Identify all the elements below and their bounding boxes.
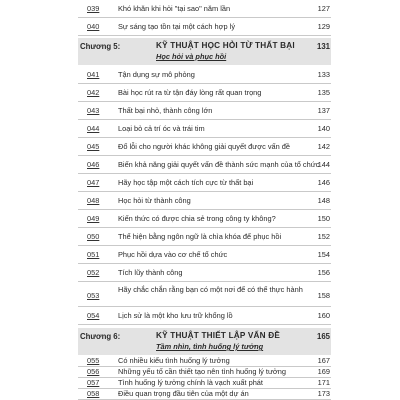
- entry-page: 158: [317, 291, 330, 300]
- chapter-subtitle: Tầm nhìn, tình huống lý tưởng: [156, 342, 264, 351]
- toc-entry[interactable]: [78, 356, 331, 367]
- entry-number: 054: [87, 311, 100, 320]
- toc-entry[interactable]: [78, 228, 331, 246]
- chapter-title: KỸ THUẬT THIẾT LẬP VẤN ĐỀ: [156, 331, 281, 340]
- chapter-title: KỸ THUẬT HỌC HỎI TỪ THẤT BẠI: [156, 41, 295, 50]
- entry-number: 041: [87, 70, 100, 79]
- entry-page: 127: [317, 4, 330, 13]
- entry-title: Tình huống lý tưởng chính là vạch xuất phát: [118, 378, 263, 387]
- entry-page: 152: [317, 232, 330, 241]
- entry-number: 040: [87, 22, 100, 31]
- entry-number: 058: [87, 389, 100, 398]
- toc-entry[interactable]: [78, 102, 331, 120]
- entry-page: 144: [317, 160, 330, 169]
- entry-page: 167: [317, 356, 330, 365]
- entry-page: 154: [317, 250, 330, 259]
- entry-page: 146: [317, 178, 330, 187]
- entry-title: Bài học rút ra từ tận đáy lòng rất quan trọng: [118, 88, 262, 97]
- entry-number: 039: [87, 4, 100, 13]
- entry-page: 156: [317, 268, 330, 277]
- entry-number: 051: [87, 250, 100, 259]
- chapter-label: Chương 5:: [80, 42, 121, 51]
- entry-title: Biến khả năng giải quyết vấn đề thành sức mạnh của tổ chức: [118, 160, 320, 169]
- chapter-header[interactable]: [78, 328, 331, 355]
- toc-entry[interactable]: [78, 192, 331, 210]
- entry-number: 052: [87, 268, 100, 277]
- entry-page: 150: [317, 214, 330, 223]
- entry-title: Kiến thức có được chia sẻ trong công ty không?: [118, 214, 276, 223]
- chapter-label: Chương 6:: [80, 332, 121, 341]
- entry-title: Học hỏi từ thành công: [118, 196, 191, 205]
- chapter-header[interactable]: [78, 38, 331, 65]
- entry-number: 055: [87, 356, 100, 365]
- entry-page: 148: [317, 196, 330, 205]
- toc-entry[interactable]: [78, 120, 331, 138]
- entry-number: 044: [87, 124, 100, 133]
- entry-page: 140: [317, 124, 330, 133]
- entry-number: 043: [87, 106, 100, 115]
- toc-entry[interactable]: [78, 282, 331, 307]
- entry-number: 045: [87, 142, 100, 151]
- toc-entry[interactable]: [78, 18, 331, 36]
- entry-title: Hãy chắc chắn rằng bạn có một nơi để có thể thực hành: [118, 285, 303, 294]
- toc-entry[interactable]: [78, 389, 331, 400]
- entry-number: 046: [87, 160, 100, 169]
- toc-entry[interactable]: [78, 156, 331, 174]
- entry-title: Có nhiều kiểu tình huống lý tưởng: [118, 356, 230, 365]
- entry-page: 129: [317, 22, 330, 31]
- toc-entry[interactable]: [78, 174, 331, 192]
- entry-title: Thất bại nhỏ, thành công lớn: [118, 106, 213, 115]
- entry-title: Tích lũy thành công: [118, 268, 183, 277]
- entry-title: Khó khăn khi hỏi "tại sao" năm lần: [118, 4, 231, 13]
- toc-entry[interactable]: [78, 367, 331, 378]
- toc-entry[interactable]: [78, 210, 331, 228]
- toc-entry[interactable]: [78, 138, 331, 156]
- entry-page: 173: [317, 389, 330, 398]
- entry-number: 042: [87, 88, 100, 97]
- entry-number: 053: [87, 291, 100, 300]
- entry-title: Đổ lỗi cho người khác không giải quyết được vấn đề: [118, 142, 291, 151]
- entry-title: Sự sáng tạo tồn tại một cách hợp lý: [118, 22, 236, 31]
- entry-page: 160: [317, 311, 330, 320]
- entry-title: Phục hồi dựa vào cơ chế tổ chức: [118, 250, 228, 259]
- entry-page: 169: [317, 367, 330, 376]
- chapter-page: 131: [316, 42, 330, 51]
- chapter-subtitle: Học hỏi và phục hồi: [156, 52, 227, 61]
- entry-number: 049: [87, 214, 100, 223]
- entry-number: 048: [87, 196, 100, 205]
- entry-title: Hãy học tập một cách tích cực từ thất bại: [118, 178, 254, 187]
- toc-entry[interactable]: [78, 84, 331, 102]
- chapter-page: 165: [316, 332, 330, 341]
- entry-title: Lịch sử là một kho lưu trữ khổng lồ: [118, 311, 233, 320]
- entry-number: 057: [87, 378, 100, 387]
- entry-page: 135: [317, 88, 330, 97]
- toc-entry[interactable]: [78, 246, 331, 264]
- toc-entry[interactable]: [78, 66, 331, 84]
- toc-entry[interactable]: [78, 307, 331, 325]
- entry-title: Những yếu tố cần thiết tạo nên tình huống lý tưởng: [118, 367, 287, 376]
- entry-page: 137: [317, 106, 330, 115]
- entry-page: 142: [317, 142, 330, 151]
- toc-entry[interactable]: [78, 264, 331, 282]
- entry-title: Tận dụng sự mô phỏng: [118, 70, 195, 79]
- entry-title: Loại bỏ cả trí óc và trái tim: [118, 124, 205, 133]
- entry-number: 056: [87, 367, 100, 376]
- toc-entry[interactable]: [78, 0, 331, 18]
- entry-number: 050: [87, 232, 100, 241]
- entry-page: 171: [317, 378, 330, 387]
- toc-entry[interactable]: [78, 378, 331, 389]
- entry-page: 133: [317, 70, 330, 79]
- entry-title: Thể hiện bằng ngôn ngữ là chìa khóa để phục hồi: [118, 232, 282, 241]
- entry-title: Điều quan trọng đầu tiên của một dự án: [118, 389, 249, 398]
- entry-number: 047: [87, 178, 100, 187]
